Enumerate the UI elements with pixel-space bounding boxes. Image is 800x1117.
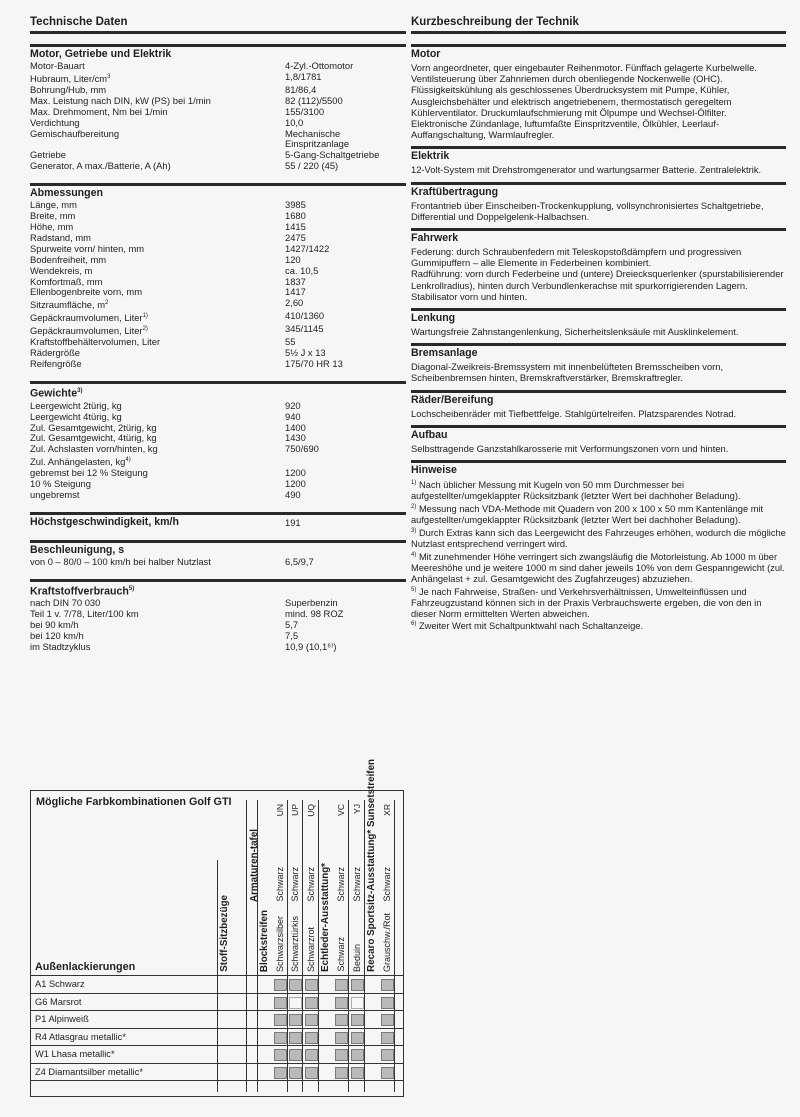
spec-label: bei 120 km/h xyxy=(30,630,84,642)
fuel-consumption-section xyxy=(30,579,406,653)
spec-label: bei 90 km/h xyxy=(30,619,79,631)
technology-section-title: Kraftübertragung xyxy=(411,185,499,198)
column-divider xyxy=(394,800,395,1092)
availability-cell xyxy=(274,979,287,991)
spec-label: Getriebe xyxy=(30,149,66,161)
availability-cell xyxy=(289,1049,302,1061)
technology-section-title: Motor xyxy=(411,48,441,60)
availability-cell xyxy=(274,1067,287,1079)
footnote: $^{1)}$ Nach üblicher Messung mit Kugeln von 50 mm Durchmesser bei aufgestellter/umgeklappter Rücksitzbank (letzter Wert bei dachhoher Beladung). xyxy=(411,480,741,502)
availability-cell xyxy=(289,1014,302,1026)
spec-value: 750/690 xyxy=(285,443,319,455)
technology-section xyxy=(411,425,786,454)
weights-rows xyxy=(30,401,406,501)
spec-label: Höhe, mm xyxy=(30,221,74,232)
availability-cell xyxy=(305,1032,318,1044)
spec-row xyxy=(30,287,406,298)
technology-section-text: Frontantrieb über Einscheiben-Trockenkupplung, vollsynchronisiertes Schaltgetriebe, Differential und Doppelgelenk-Halbachsen. xyxy=(411,199,764,222)
spec-value: 81/86,4 xyxy=(285,83,317,95)
footnote: $^{6)}$ Zweiter Wert mit Schaltpunktwahl nach Schaltanzeige. xyxy=(411,621,644,632)
notes-title: Hinweise xyxy=(411,464,457,477)
availability-cell xyxy=(335,997,348,1009)
spec-value: mind. 98 ROZ xyxy=(285,608,344,620)
spec-value: 410/1360 xyxy=(285,310,325,322)
spec-label: Teil 1 v. 7/78, Liter/100 km xyxy=(30,608,139,620)
stoff-color: Beduin xyxy=(351,943,362,972)
color-code: YJ xyxy=(351,804,362,814)
technology-section-text: Diagonal-Zweikreis-Bremssystem mit innenbelüfteten Bremsscheiben vorn, Scheibenbremsen hinten, Bremskraftverstärker, Bremskraftregler. xyxy=(411,361,724,384)
spec-value: 55 / 220 (45) xyxy=(285,160,339,172)
availability-cell xyxy=(289,1067,302,1079)
column-divider xyxy=(348,800,349,1092)
spec-value: Mechanische Einspritzanlage xyxy=(285,127,350,150)
spec-label: Zul. Achslasten vorn/hinten, kg xyxy=(30,443,158,455)
top-speed-title: Höchstgeschwindigkeit, km/h xyxy=(30,515,179,528)
spec-row xyxy=(30,129,406,151)
spec-value: 120 xyxy=(285,253,301,265)
spec-row xyxy=(30,557,406,568)
technology-section-text: 12-Volt-System mit Drehstromgenerator und wartungsarmer Batterie. Zentralelektrik. xyxy=(411,164,762,176)
spec-value: 82 (112)/5500 xyxy=(285,94,343,106)
availability-cell xyxy=(305,997,318,1009)
dimensions-rows xyxy=(30,200,406,370)
color-code: XR xyxy=(382,804,393,816)
stoff-color: Schwarzrot xyxy=(305,926,316,972)
stoff-divider xyxy=(217,860,218,1092)
spec-label: Spurweite vorn/ hinten, mm xyxy=(30,242,145,254)
availability-cell xyxy=(335,1067,348,1079)
availability-cell xyxy=(274,1014,287,1026)
spec-row xyxy=(30,107,406,118)
color-code: VC xyxy=(336,804,347,816)
notes-section xyxy=(411,460,786,632)
spec-row xyxy=(30,444,406,455)
technology-section-text: Federung: durch Schraubenfedern mit Teleskopstoßdämpfern und progressiven Gummipuffern – alle Elemente in Federbeinen kombiniert. Radführung: vorn durch Federbeine und (untere) Dreiecksquerlenker (spurstabilisierender Lenkrollradius), hinten durch Verbundlenkerachse mit spurkorrigierenden Lagern. Stabilisator vorn und hinten. xyxy=(411,246,784,302)
technology-section-text: Selbsttragende Ganzstahlkarosserie mit Verformungszonen vorn und hinten. xyxy=(411,442,729,454)
availability-cell xyxy=(289,979,302,991)
acceleration-rows xyxy=(30,557,406,568)
spec-label: Rädergröße xyxy=(30,347,81,359)
technology-section-title: Aufbau xyxy=(411,428,448,441)
dashboard-color: Schwarz xyxy=(275,867,285,902)
availability-cell xyxy=(289,997,302,1009)
spec-value: 5,7 xyxy=(285,619,299,631)
spec-row xyxy=(30,609,406,620)
stoff-color: Schwarzsilber xyxy=(275,915,285,972)
row-rule xyxy=(30,993,404,994)
spec-label: gebremst bei 12 % Steigung xyxy=(30,467,148,479)
spec-value: 1417 xyxy=(285,286,306,298)
footnote: $^{4)}$ Mit zunehmender Höhe verringert sich zwangsläufig die Motorleistung. Ab 1000 m über Meereshöhe und je weitere 1000 m sind daher jeweils 10% von dem Gespanngewicht (zul. Anhängelast + zul. Gesamtgewicht des Zugfahrzeuges) abzuziehen. xyxy=(411,551,785,584)
spec-value: ca. 10,5 xyxy=(285,264,319,276)
dashboard-color: Schwarz xyxy=(382,867,393,902)
group-divider xyxy=(257,800,258,1092)
spec-label: 10 % Steigung xyxy=(30,478,91,490)
technology-section xyxy=(411,390,786,419)
footnote: $^{5)}$ Je nach Fahrweise, Straßen- und Verkehrsverhältnissen, Umwelteinflüssen und Fahrzeugzustand können sich in der Praxis Verbrauchswerte ergeben, die von den in dieser Norm ermittelten Werten abweichen. xyxy=(411,586,762,619)
spec-value: Superbenzin xyxy=(285,597,338,609)
fuel-consumption-title: Kraftstoffverbrauch$^{5)}$ xyxy=(30,585,135,598)
availability-cell xyxy=(305,1067,318,1079)
technology-section-title: Lenkung xyxy=(411,312,456,325)
spec-label: Reifengröße xyxy=(30,358,82,370)
color-code: UP xyxy=(290,804,301,816)
spec-value: 155/3100 xyxy=(285,105,325,117)
spec-value: 55 xyxy=(285,336,296,348)
availability-cell xyxy=(335,1014,348,1026)
technology-section xyxy=(411,308,786,337)
availability-cell xyxy=(381,1067,394,1079)
spec-value: 1837 xyxy=(285,275,306,287)
spec-value: 345/1145 xyxy=(285,323,324,335)
spec-value: 1200 xyxy=(285,467,306,479)
spec-label: Generator, A max./Batterie, A (Ah) xyxy=(30,160,171,172)
spec-row xyxy=(30,211,406,222)
availability-cell xyxy=(335,979,348,991)
paint-row-label: P1 Alpinweiß xyxy=(35,1014,89,1024)
spec-value: 1430 xyxy=(285,432,306,444)
spec-value: 2475 xyxy=(285,231,306,243)
spec-label: Zul. Gesamtgewicht, 2türig, kg xyxy=(30,421,157,433)
motor-section-title: Motor, Getriebe und Elektrik xyxy=(30,48,172,60)
spec-label: Bohrung/Hub, mm xyxy=(30,83,107,95)
availability-cell xyxy=(335,1032,348,1044)
spec-row xyxy=(30,479,406,490)
spec-label: Länge, mm xyxy=(30,199,77,211)
technology-section-text: Vorn angeordneter, quer eingebauter Reihenmotor. Fünffach gelagerte Kurbelwelle. Ventilsteuerung über Zahnriemen durch obenliegende Nockenwelle (OHC). Flüssigkeitskühlung als geschlossenes Überdrucksystem mit Pumpe, Kühler, Ausgleichsbehälter und elektrisch angetriebenem, thermostatisch geregeltem Kühlerventilator. Druckumlaufschmierung mit Ölpumpe und Wechsel-Ölfilter. Elektronische Zündanlage, luftumfaßte Einspritzventile, Ölkühler, Leerlauf-Auffangschaltung, Warmlaufregler. xyxy=(411,62,757,141)
header-rule xyxy=(30,975,404,976)
spec-label: Max. Drehmoment, Nm bei 1/min xyxy=(30,105,168,117)
group-label: Recaro Sportsitz-Ausstattung* Sunsetstreifen xyxy=(366,759,378,972)
availability-cell xyxy=(274,1032,287,1044)
spec-label: Leergewicht 4türig, kg xyxy=(30,410,122,422)
spec-value: 940 xyxy=(285,410,301,422)
paint-row-label: A1 Schwarz xyxy=(35,979,85,989)
row-rule xyxy=(30,1080,404,1081)
paint-row-label: R4 Atlasgrau metallic* xyxy=(35,1031,126,1042)
availability-cell xyxy=(305,1049,318,1061)
spec-label: Verdichtung xyxy=(30,116,80,128)
technology-section-title: Räder/Bereifung xyxy=(411,393,494,406)
paint-row-label: G6 Marsrot xyxy=(35,996,82,1007)
availability-cell xyxy=(351,979,364,991)
spec-label: Komfortmaß, mm xyxy=(30,275,103,287)
spec-value: 175/70 HR 13 xyxy=(285,358,343,370)
armaturen-divider xyxy=(246,800,247,1092)
spec-label: Leergewicht 2türig, kg xyxy=(30,399,122,411)
table-title: Mögliche Farbkombinationen Golf GTI xyxy=(36,796,232,808)
technology-section-text: Wartungsfreie Zahnstangenlenkung, Sicherheitslenksäule mit Ausklinkelement. xyxy=(411,326,739,338)
acceleration-section-title: Beschleunigung, s xyxy=(30,543,125,556)
technical-data-column xyxy=(30,14,406,653)
stoff-color: Schwarztürkis xyxy=(290,915,301,972)
availability-cell xyxy=(274,1049,287,1061)
spec-label: ungebremst xyxy=(30,489,80,501)
spec-label: Motor-Bauart xyxy=(30,60,85,71)
color-combinations-table xyxy=(30,759,405,1098)
top-speed-value: 191 xyxy=(285,516,301,528)
spec-value: 2,60 xyxy=(285,297,304,309)
spec-label: Gepäckraumvolumen, Liter$^{2)}$ xyxy=(30,325,148,337)
spec-value: 5-Gang-Schaltgetriebe xyxy=(285,149,380,161)
column-divider xyxy=(302,800,303,1092)
spec-row xyxy=(30,61,406,72)
spec-label: Max. Leistung nach DIN, kW (PS) bei 1/min xyxy=(30,94,211,106)
spec-label: Breite, mm xyxy=(30,210,76,222)
spec-label: im Stadtzyklus xyxy=(30,641,91,653)
group-divider xyxy=(318,800,319,1092)
spec-row xyxy=(30,620,406,631)
availability-cell xyxy=(351,1014,364,1026)
footnote: $^{2)}$ Messung nach VDA-Methode mit Quadern von 200 x 100 x 50 mm Kantenlänge mit aufgestellter/umgeklappter Rücksitzbank (letzter Wert bei dachhoher Beladung). xyxy=(411,503,764,525)
technology-section xyxy=(411,146,786,175)
spec-value: 10,9 (10,1⁶⁾) xyxy=(285,641,337,653)
spec-label: Ellenbogenbreite vorn, mm xyxy=(30,286,143,298)
technology-section xyxy=(411,228,786,302)
technology-sections xyxy=(411,44,786,454)
spec-value: 1400 xyxy=(285,421,306,433)
dimensions-section-title: Abmessungen xyxy=(30,187,103,200)
spec-row xyxy=(30,298,406,311)
availability-cell xyxy=(289,1032,302,1044)
spec-value: 10,0 xyxy=(285,116,304,128)
spec-label: Zul. Anhängelasten, $kg^{4)}$ xyxy=(30,456,131,468)
technology-description-column xyxy=(411,14,786,632)
spec-label: Sitzraumfläche, $m^2$ xyxy=(30,299,109,311)
spec-label: Wendekreis, m xyxy=(30,264,93,276)
spec-value: 1,8/1781 xyxy=(285,70,322,82)
availability-cell xyxy=(351,997,364,1009)
spec-label: Zul. Gesamtgewicht, 4türig, kg xyxy=(30,432,157,444)
spec-row xyxy=(30,490,406,501)
technology-section xyxy=(411,343,786,383)
top-speed-section xyxy=(30,512,406,529)
spec-label: Gepäckraumvolumen, Liter$^{1)}$ xyxy=(30,312,148,324)
availability-cell xyxy=(381,1049,394,1061)
paint-row-label: Z4 Diamantsilber metallic* xyxy=(35,1066,143,1077)
spec-value: 1415 xyxy=(285,221,306,232)
spec-label: von 0 – 80/0 – 100 km/h bei halber Nutzlast xyxy=(30,555,211,567)
availability-cell xyxy=(305,979,318,991)
spec-label: nach DIN 70 030 xyxy=(30,597,101,609)
availability-cell xyxy=(351,1067,364,1079)
technology-section xyxy=(411,44,786,140)
spec-value: 1200 xyxy=(285,478,306,490)
dashboard-color: Schwarz xyxy=(290,867,301,902)
technology-section xyxy=(411,182,786,222)
availability-cell xyxy=(381,979,394,991)
spec-label: Bodenfreiheit, mm xyxy=(30,253,107,265)
technical-data-heading: Technische Daten xyxy=(30,14,406,34)
motor-rows xyxy=(30,61,406,172)
technology-description-heading: Kurzbeschreibung der Technik xyxy=(411,14,786,34)
spec-row xyxy=(30,311,406,324)
dashboard-color: Schwarz xyxy=(336,867,347,902)
spec-row xyxy=(30,337,406,348)
group-label: Blockstreifen xyxy=(259,909,270,972)
color-code: UQ xyxy=(305,804,316,817)
spec-label: Kraftstoffbehältervolumen, Liter xyxy=(30,336,161,348)
acceleration-section xyxy=(30,540,406,568)
spec-value: 490 xyxy=(285,489,301,501)
spec-value: 7,5 xyxy=(285,630,299,642)
spec-value: 3985 xyxy=(285,199,306,211)
availability-cell xyxy=(381,997,394,1009)
availability-cell xyxy=(351,1032,364,1044)
dimensions-section xyxy=(30,183,406,370)
spec-row xyxy=(30,348,406,359)
weights-section-title: Gewichte$^{3)}$ xyxy=(30,387,83,400)
availability-cell xyxy=(335,1049,348,1061)
armaturen-header: Armaturen-tafel xyxy=(249,829,260,902)
availability-cell xyxy=(274,997,287,1009)
spec-label: Radstand, mm xyxy=(30,231,91,243)
spec-label: Hubraum, Liter/$cm^3$ xyxy=(30,73,111,85)
weights-section xyxy=(30,381,406,501)
stoff-color: Grauschw./Rot xyxy=(382,912,393,972)
paint-row-label: W1 Lhasa metallic* xyxy=(35,1049,115,1059)
technology-section-text: Lochscheibenräder mit Tiefbettfelge. Stahlgürtelreifen. Platzsparendes Notrad. xyxy=(411,407,737,419)
spec-row xyxy=(30,161,406,172)
notes-list xyxy=(411,478,786,632)
stoff-color: Schwarz xyxy=(336,937,347,972)
spec-value: 1680 xyxy=(285,210,306,222)
technology-section-title: Fahrwerk xyxy=(411,232,459,245)
spec-row xyxy=(30,200,406,211)
technology-section-title: Bremsanlage xyxy=(411,347,478,360)
stoff-header: Stoff-Sitzbezüge xyxy=(219,895,230,972)
spec-row xyxy=(30,642,406,653)
spec-value: 5½ J x 13 xyxy=(285,347,326,359)
spec-value: 6,5/9,7 xyxy=(285,555,314,567)
availability-cell xyxy=(351,1049,364,1061)
motor-section xyxy=(30,44,406,172)
spec-value: 4-Zyl.-Ottomotor xyxy=(285,60,354,71)
fuel-consumption-rows xyxy=(30,598,406,653)
spec-value: 1427/1422 xyxy=(285,242,330,254)
group-divider xyxy=(364,800,365,1092)
availability-cell xyxy=(381,1032,394,1044)
column-divider xyxy=(287,800,288,1092)
exterior-paint-header: Außenlackierungen xyxy=(35,961,136,973)
spec-value: 920 xyxy=(285,399,301,411)
spec-label: Gemischaufbereitung xyxy=(30,127,120,139)
availability-cell xyxy=(381,1014,394,1026)
spec-row xyxy=(30,359,406,370)
group-label: Echtleder-Ausstattung* xyxy=(320,863,332,972)
footnote: $^{3)}$ Durch Extras kann sich das Leergewicht des Fahrzeuges erhöhen, wodurch die mögliche Nutzlast entsprechend verringert wird. xyxy=(411,527,786,549)
technology-section-title: Elektrik xyxy=(411,150,450,163)
color-code: UN xyxy=(275,804,285,817)
availability-cell xyxy=(305,1014,318,1026)
dashboard-color: Schwarz xyxy=(305,867,316,902)
dashboard-color: Schwarz xyxy=(351,867,362,902)
